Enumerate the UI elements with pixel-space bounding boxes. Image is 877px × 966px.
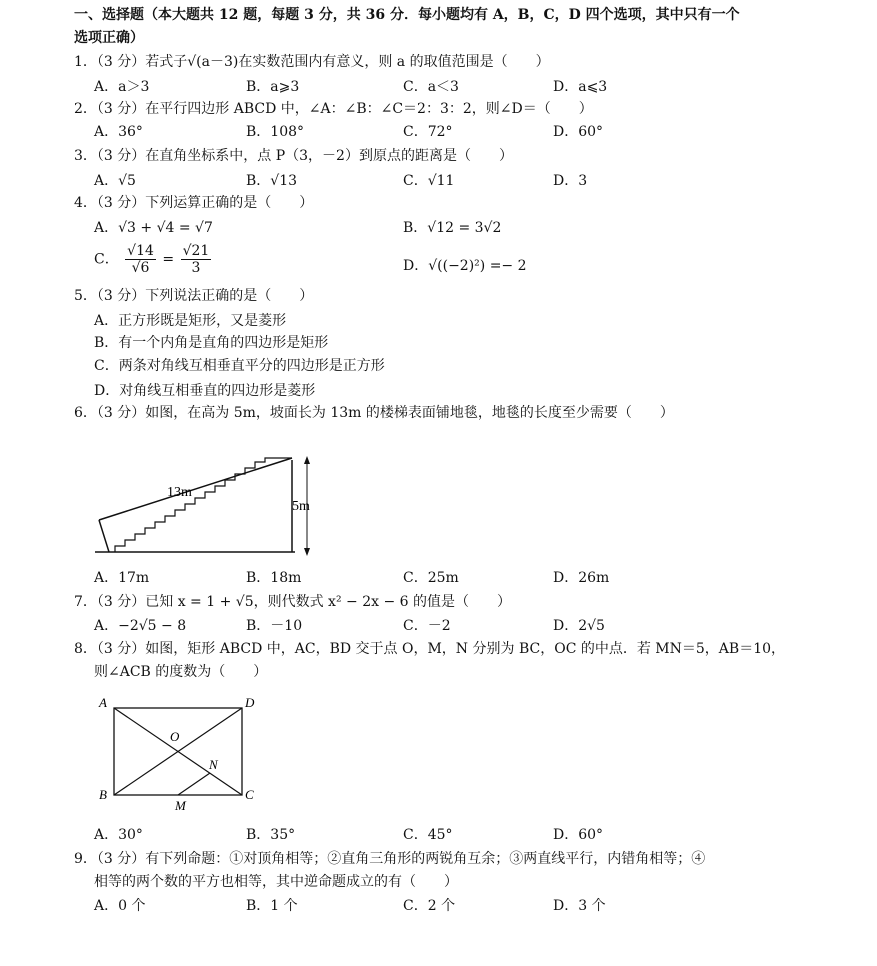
q3-option-c[interactable]: C．√11 bbox=[403, 173, 455, 189]
point-a-label: A bbox=[99, 695, 107, 710]
staircase-figure bbox=[95, 452, 320, 558]
q7-option-a[interactable]: A．−2√5 − 8 bbox=[94, 618, 187, 634]
question-9-stem: 9．（3 分）有下列命题：①对顶角相等；②直角三角形的两锐角互余；③两直线平行，内错角相等；④ bbox=[74, 851, 706, 867]
point-o-label: O bbox=[170, 729, 180, 744]
q5-option-d[interactable]: D．对角线互相垂直的四边形是菱形 bbox=[94, 383, 316, 399]
question-8-stem: 8．（3 分）如图，矩形 ABCD 中，AC，BD 交于点 O，M，N 分别为 BC，OC 的中点．若 MN＝5，AB＝10， bbox=[74, 641, 786, 657]
q1-option-d[interactable]: D．a⩽3 bbox=[553, 79, 608, 95]
q6-option-b[interactable]: B．18m bbox=[246, 570, 302, 586]
point-b-label: B bbox=[99, 787, 107, 802]
q8-option-d[interactable]: D．60° bbox=[553, 827, 604, 843]
q2-option-b[interactable]: B．108° bbox=[246, 124, 305, 140]
q1-option-c[interactable]: C．a＜3 bbox=[403, 79, 459, 95]
q8-option-c[interactable]: C．45° bbox=[403, 827, 453, 843]
question-3-stem: 3．（3 分）在直角坐标系中，点 P（3，－2）到原点的距离是（ ） bbox=[74, 148, 513, 164]
q5-option-a[interactable]: A．正方形既是矩形，又是菱形 bbox=[94, 313, 287, 329]
q4-c-num1: √14 bbox=[127, 243, 154, 259]
q8-option-a[interactable]: A．30° bbox=[94, 827, 143, 843]
q7-option-b[interactable]: B．－10 bbox=[246, 618, 303, 634]
q3-option-b[interactable]: B．√13 bbox=[246, 173, 298, 189]
section-title: 一、选择题（本大题共 12 题，每题 3 分，共 36 分．每小题均有 A，B，C，D 四个选项，其中只有一个 bbox=[74, 7, 740, 23]
q3-option-a[interactable]: A．√5 bbox=[94, 173, 136, 189]
section-title-cont: 选项正确） bbox=[74, 30, 144, 46]
point-n-label: N bbox=[209, 757, 218, 772]
question-1-stem: 1．（3 分）若式子√(a－3)在实数范围内有意义，则 a 的取值范围是（ ） bbox=[74, 54, 550, 70]
q2-option-d[interactable]: D．60° bbox=[553, 124, 604, 140]
rectangle-figure bbox=[95, 693, 265, 813]
q7-option-d[interactable]: D．2√5 bbox=[553, 618, 605, 634]
q4-c-den1: √6 bbox=[131, 260, 150, 276]
q5-option-b[interactable]: B．有一个内角是直角的四边形是矩形 bbox=[94, 335, 329, 351]
q1-option-a[interactable]: A．a＞3 bbox=[94, 79, 150, 95]
q4-option-d[interactable]: D．√((−2)²) =− 2 bbox=[403, 258, 527, 274]
question-5-stem: 5．（3 分）下列说法正确的是（ ） bbox=[74, 288, 314, 304]
question-4-stem: 4．（3 分）下列运算正确的是（ ） bbox=[74, 195, 314, 211]
q4-option-c-frac-right bbox=[181, 243, 212, 276]
q4-option-c[interactable] bbox=[94, 243, 213, 276]
q6-option-d[interactable]: D．26m bbox=[553, 570, 610, 586]
q3-option-d[interactable]: D．3 bbox=[553, 173, 588, 189]
q5-option-c[interactable]: C．两条对角线互相垂直平分的四边形是正方形 bbox=[94, 358, 385, 374]
q4-c-num2: √21 bbox=[182, 243, 210, 259]
point-d-label: D bbox=[245, 695, 255, 710]
q4-option-c-label: C． bbox=[94, 251, 119, 268]
q9-option-d[interactable]: D．3 个 bbox=[553, 898, 606, 914]
question-2-stem: 2．（3 分）在平行四边形 ABCD 中，∠A：∠B：∠C＝2：3：2，则∠D＝（ ） bbox=[74, 101, 593, 117]
q1-option-b[interactable]: B．a⩾3 bbox=[246, 79, 300, 95]
question-8-stem-cont: 则∠ACB 的度数为（ ） bbox=[94, 664, 268, 680]
question-6-stem: 6．（3 分）如图，在高为 5m，坡面长为 13m 的楼梯表面铺地毯，地毯的长度至少需要（ ） bbox=[74, 405, 674, 421]
q9-option-a[interactable]: A．0 个 bbox=[94, 898, 146, 914]
q6-option-c[interactable]: C．25m bbox=[403, 570, 459, 586]
q7-option-c[interactable]: C．－2 bbox=[403, 618, 451, 634]
q6-option-a[interactable]: A．17m bbox=[94, 570, 150, 586]
q8-option-b[interactable]: B．35° bbox=[246, 827, 296, 843]
slope-label: 13m bbox=[167, 485, 192, 500]
question-7-stem: 7．（3 分）已知 x = 1 + √5，则代数式 x² − 2x − 6 的值是（ ） bbox=[74, 594, 511, 610]
q4-option-c-frac-left bbox=[125, 243, 156, 276]
q4-option-a[interactable]: A．√3 + √4 = √7 bbox=[94, 220, 213, 236]
q9-option-c[interactable]: C．2 个 bbox=[403, 898, 456, 914]
point-m-label: M bbox=[175, 798, 186, 813]
q2-option-c[interactable]: C．72° bbox=[403, 124, 453, 140]
point-c-label: C bbox=[245, 787, 254, 802]
question-9-stem-cont: 相等的两个数的平方也相等，其中逆命题成立的有（ ） bbox=[94, 874, 458, 890]
q4-option-b[interactable]: B．√12 = 3√2 bbox=[403, 220, 502, 236]
q9-option-b[interactable]: B．1 个 bbox=[246, 898, 298, 914]
q4-c-den2: 3 bbox=[191, 260, 201, 276]
q2-option-a[interactable]: A．36° bbox=[94, 124, 143, 140]
q4-c-eq: = bbox=[162, 251, 175, 268]
height-label: 5m bbox=[292, 499, 310, 514]
